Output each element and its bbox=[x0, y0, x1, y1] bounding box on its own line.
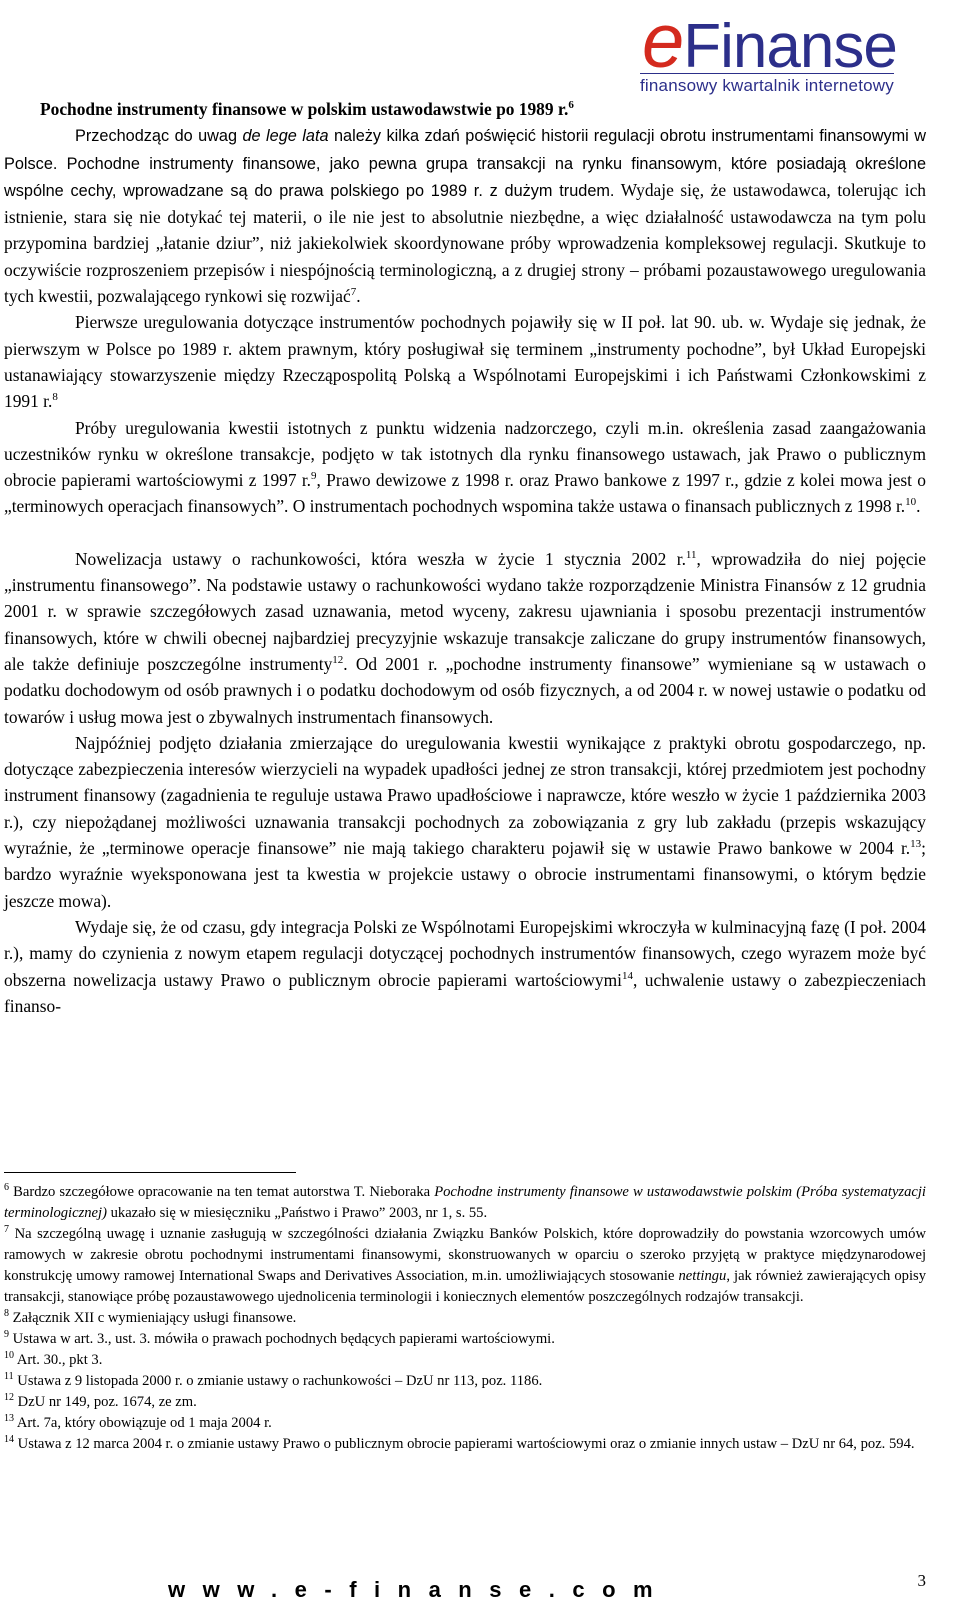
footer-url: www.e-finanse.com bbox=[168, 1577, 671, 1602]
footnote-ref: 10 bbox=[905, 496, 917, 509]
paragraph: Pierwsze uregulowania dotyczące instrumentów pochodnych pojawiły się w II poł. lat 90. ub. w. Wydaje się jednak, że pierwszym w Polsce po 1989 r. aktem prawnym, który posługiwał się terminem „instrumenty pochodne”, był Układ Europejski ustanawiający stowarzyszenie między Rzecząpospolitą Polską a Wspólnotami Europejskimi i ich Państwami Członkowskimi z 1991 r.$^8$ bbox=[4, 312, 926, 412]
section-heading: Pochodne instrumenty finansowe w polskim ustawodawstwie po 1989 r.$^6$ bbox=[40, 99, 574, 119]
footnote: $^6$ Bardzo szczegółowe opracowanie na ten temat autorstwa T. Nieboraka Pochodne instrumenty finansowe w ustawodawstwie polskim (Próba systematyzacji terminologicznej) ukazało się w miesięczniku „Państwo i Prawo” 2003, nr 1, s. 55. bbox=[4, 1182, 926, 1221]
page-number: 3 bbox=[917, 1571, 926, 1590]
footnote: $^{11}$ Ustawa z 9 listopada 2000 r. o zmianie ustawy o rachunkowości – DzU nr 113, poz. 1186. bbox=[4, 1371, 543, 1389]
paragraph: Próby uregulowania kwestii istotnych z punktu widzenia nadzorczego, czyli m.in. określenia zasad zaangażowania uczestników rynku w określone transakcje, podjęto w tak istotnych dla rynku finansowego ustawach, jak Prawo o publicznym obrocie papierami wartościowymi z 1997 r.$^9$, Prawo dewizowe z 1998 r. oraz Prawo bankowe z 1997 r., gdzie z kolei mowa jest o „terminowych operacjach finansowych”. O instrumentach pochodnych wspomina także ustawa o finansach publicznych z 1998 r.$^{10}$. bbox=[4, 417, 926, 517]
efinanse-logo bbox=[636, 0, 926, 102]
footnote: $^{10}$ Art. 30., pkt 3. bbox=[4, 1350, 103, 1368]
footnote: $^7$ Na szczególną uwagę i uznanie zasługują w szczególności działania Związku Banków Polskich, które doprowadziły do powstania wzorcowych umów ramowych w zakresie obrotu pochodnymi instrumentami finansowymi, skonstruowanych w oparciu o szeroko przyjętą w praktyce międzynarodowej konstrukcję umowy ramowej International Swaps and Derivatives Association, m.in. umożliwiających stosowanie nettingu, jak również zawierających opisy transakcji, stanowiące próbę pozaustawowego ujednolicenia terminologii i koniecznych elementów poszczególnych rodzajów transakcji. bbox=[4, 1224, 926, 1305]
logo-tagline: finansowy kwartalnik internetowy bbox=[640, 76, 894, 95]
logo-wordmark: eFinanse bbox=[642, 0, 897, 84]
footnote-ref: 11 bbox=[685, 548, 697, 561]
footnote-ref: 7 bbox=[350, 286, 357, 299]
paragraph: Wydaje się, że od czasu, gdy integracja Polski ze Wspólnotami Europejskimi wkroczyła w kulminacyjną fazę (I poł. 2004 r.), mamy do czynienia z nowym etapem regulacji dotyczącej pochodnych instrumentów finansowych, czego wyrazem może być obszerna nowelizacja ustawy Prawo o publicznym obrocie papierami wartościowymi$^{14}$, uchwalenie ustawy o zabezpieczeniach finanso- bbox=[4, 916, 926, 1016]
footnote: $^{14}$ Ustawa z 12 marca 2004 r. o zmianie ustawy Prawo o publicznym obrocie papierami wartościowymi oraz o zmianie innych ustaw – DzU nr 64, poz. 594. bbox=[4, 1434, 915, 1452]
footnote: $^9$ Ustawa w art. 3., ust. 3. mówiła o prawach pochodnych będących papierami wartościowymi. bbox=[4, 1329, 555, 1347]
footnote-ref: 14 bbox=[621, 969, 633, 982]
footnote-ref: 12 bbox=[332, 654, 344, 667]
footnotes bbox=[4, 1182, 926, 1455]
paragraph: Najpóźniej podjęto działania zmierzające do uregulowania kwestii wynikające z praktyki obrotu gospodarczego, np. dotyczące zabezpieczenia interesów wierzycieli na wypadek upadłości jednej ze stron transakcji, której przedmiotem jest pochodny instrument finansowy (zagadnienia te reguluje ustawa Prawo upadłościowe i naprawcze, które weszło w życie 1 października 2003 r.), czy niepożądanej możliwości uznawania transakcji pochodnych za zobowiązania z gry lub zakładu (przepis wskazujący wyraźnie, że „terminowe operacje finansowe” nie mają takiego charakteru pojawił się w ustawie Prawo bankowe w 2004 r.$^{13}$; bardzo wyraźnie wyeksponowana jest ta kwestia w projekcie ustawy o obrocie instrumentami finansowymi, o którym będzie jeszcze mowa). bbox=[4, 732, 926, 911]
paragraph: Nowelizacja ustawy o rachunkowości, która weszła w życie 1 stycznia 2002 r.$^{11}$, wprowadziła do niej pojęcie „instrumentu finansowego”. Na podstawie ustawy o rachunkowości wydano także rozporządzenie Ministra Finansów z 12 grudnia 2001 r. w sprawie szczegółowych zasad uznawania, metod wyceny, zakresu ujawniania i sposobu prezentacji instrumentów finansowych, które w chwili obecnej najbardziej precyzyjnie wskazuje transakcje zaliczane do grupy instrumentów finansowych, ale także definiuje poszczególne instrumenty$^{12}$. Od 2001 r. „pochodne instrumenty finansowe” wymieniane są w ustawach o podatku dochodowym od osób prawnych i o podatku dochodowym od osób fizycznych, a od 2004 r. w nowej ustawie o podatku od towarów i usług mowa jest o zbywalnych instrumentach finansowych. bbox=[4, 548, 926, 727]
footnote: $^{12}$ DzU nr 149, poz. 1674, ze zm. bbox=[4, 1392, 197, 1410]
footnote: $^8$ Załącznik XII c wymieniający usługi finansowe. bbox=[4, 1308, 297, 1326]
footnote-ref: 9 bbox=[311, 470, 317, 483]
footnote-separator bbox=[4, 1172, 296, 1173]
paragraph: Przechodząc do uwag de lege lata należy kilka zdań poświęcić historii regulacji obrotu instrumentami finansowymi w Polsce. Pochodne instrumenty finansowe, jako pewna grupa transakcji na rynku finansowym, które posiadają określone wspólne cechy, wprowadzane są do prawa polskiego po 1989 r. z dużym trudem. Wydaje się, że ustawodawca, tolerując ich istnienie, stara się nie dotykać tej materii, o ile nie jest to absolutnie niezbędne, a więc działalność ustawodawcza na tym polu przypomina bardziej „łatanie dziur”, niż jakiekolwiek skoordynowane próby wprowadzenia kompleksowej regulacji. Skutkuje to oczywiście rozproszeniem przepisów i niespójnością terminologiczną, a z drugiej strony – próbami pozaustawowego uregulowania tych kwestii, pozwalającego rynkowi się rozwijać$^7$. bbox=[4, 127, 926, 307]
footnote-ref: 13 bbox=[910, 838, 922, 851]
footnote-ref: 6 bbox=[568, 99, 574, 112]
footnote-ref: 8 bbox=[52, 391, 58, 404]
article-body bbox=[4, 96, 926, 1019]
footnote: $^{13}$ Art. 7a, który obowiązuje od 1 maja 2004 r. bbox=[4, 1413, 272, 1431]
